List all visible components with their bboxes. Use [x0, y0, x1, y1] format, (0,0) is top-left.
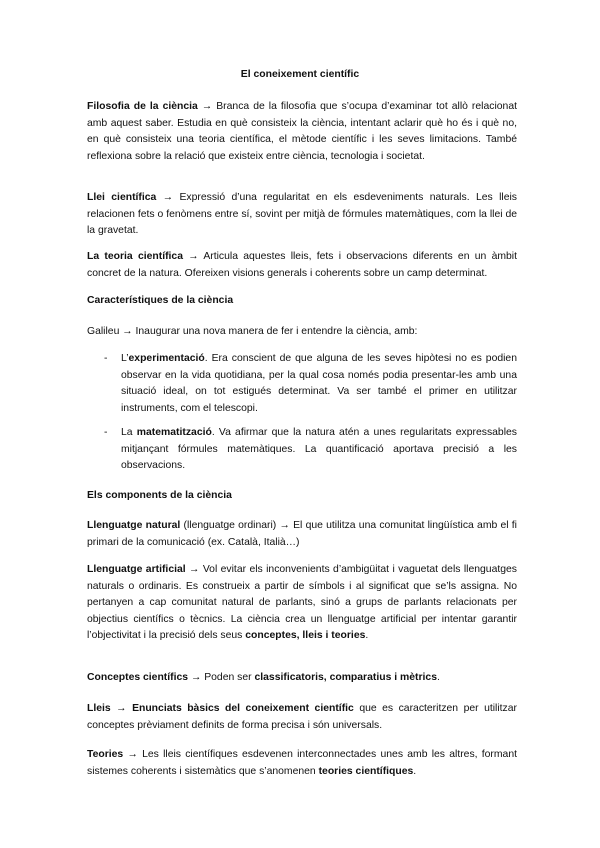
term-filosofia: Filosofia de la ciència	[87, 101, 198, 112]
text-teoria: → Articula aquestes lleis, fets i observacions diferents en un àmbit concret de la natura. Ofereixen visions generals i coherents sobre un camp determinat.	[87, 251, 517, 279]
heading-caracteristiques: Característiques de la ciència	[87, 295, 234, 306]
paragraph-filosofia	[87, 99, 517, 165]
bullet-matematitzacio	[87, 425, 517, 475]
term-conceptes: Conceptes científics	[87, 672, 189, 683]
term-llenguatge-artificial: Llenguatge artificial	[87, 564, 186, 575]
text-filosofia: → Branca de la filosofia que s’ocupa d’examinar tot allò relacionat amb aquest saber. Estudia en què consisteix la ciència, intentant aclarir què ho és i què no, en què consisteix una teoria científica, el mètode científic i les seves limitacions. També reflexiona sobre la relació que existeix entre ciència, tecnologia i societat.	[87, 101, 517, 162]
bullet-text	[121, 351, 517, 417]
term-llenguatge-natural: Llenguatge natural	[87, 520, 181, 531]
text-llenguatge-natural: (llenguatge ordinari) → El que utilitza una comunitat lingüística amb el fi primari de la comunicació (ex. Català, Italià…)	[87, 520, 517, 548]
paragraph-teoria	[87, 249, 517, 282]
bullet-prefix: La	[121, 427, 137, 438]
document-title: El coneixement científic	[240, 69, 360, 80]
arrow: →	[110, 703, 133, 714]
paragraph-llei	[87, 190, 517, 240]
period: .	[413, 765, 417, 777]
term-classificatoris: classificatoris, comparatius i mètrics	[254, 672, 437, 683]
text-matematitzacio: . Va afirmar que la natura atén a unes regularitats expressables mitjançant fórmules matemàtiques. La quantificació aportava precisió a les observacions.	[121, 427, 517, 471]
term-conceptes-lleis-teories: conceptes, lleis i teories	[245, 630, 366, 641]
period: .	[365, 630, 369, 641]
term-teories-cientifiques: teories científiques	[318, 765, 414, 777]
text-lleis: que es caracteritzen per utilitzar conceptes prèviament definits de forma precisa i són universals.	[87, 703, 517, 731]
paragraph-galileu: Galileu → Inaugurar una nova manera de fer i entendre la ciència, amb:	[87, 326, 418, 337]
text-experimentacio: . Era conscient de que alguna de les seves hipòtesi no es podien observar en la vida quotidiana, per la qual cosa només podia presentar-les amb una situació ideal, on tot estigués determinat. Va ser també el primer en utilitzar instruments, com el telescopi.	[121, 353, 517, 414]
term-matematitzacio: matematització	[136, 427, 212, 438]
term-teoria: La teoria científica	[87, 251, 183, 262]
term-experimentacio: experimentació	[128, 353, 205, 364]
bullet-prefix: L’	[121, 353, 129, 364]
paragraph-conceptes	[87, 670, 517, 687]
text-teories: → Les lleis científiques esdevenen interconnectades unes amb les altres, formant sistemes coherents i sistemàtics que s’anomenen	[87, 749, 517, 777]
period: .	[436, 672, 440, 683]
bullet-text	[121, 425, 517, 475]
term-lleis: Lleis	[87, 703, 111, 714]
paragraph-lleis	[87, 701, 517, 734]
bullet-experimentacio	[87, 351, 517, 417]
term-llei: Llei científica	[87, 192, 157, 203]
bullet-dash: -	[104, 427, 108, 438]
paragraph-llenguatge-natural	[87, 518, 517, 551]
heading-components: Els components de la ciència	[87, 490, 232, 501]
bullet-dash: -	[104, 353, 108, 364]
text-llenguatge-artificial: → Vol evitar els inconvenients d’ambigüitat i vaguetat dels llenguatges naturals o ordinaris. Es construeix a partir de símbols i al significat que se’ls assigna. No pertanyen a cap comunitat natural de parlants, sinó a grups de parlants relacionats per objectius científics o tècnics. La ciència crea un llenguatge artificial per intentar garantir l’objectivitat i la precisió dels seus	[87, 564, 517, 641]
text-llei: → Expressió d’una regularitat en els esdeveniments naturals. Les lleis relacionen fets o fenòmens entre sí, sovint per mitjà de fórmules matemàtiques, com la llei de la gravetat.	[87, 192, 517, 236]
paragraph-llenguatge-artificial	[87, 562, 517, 645]
paragraph-teories	[87, 747, 517, 780]
term-enunciats: Enunciats bàsics del coneixement científic	[132, 703, 354, 714]
term-teories: Teories	[87, 749, 124, 760]
text-conceptes: → Poden ser	[188, 672, 255, 683]
